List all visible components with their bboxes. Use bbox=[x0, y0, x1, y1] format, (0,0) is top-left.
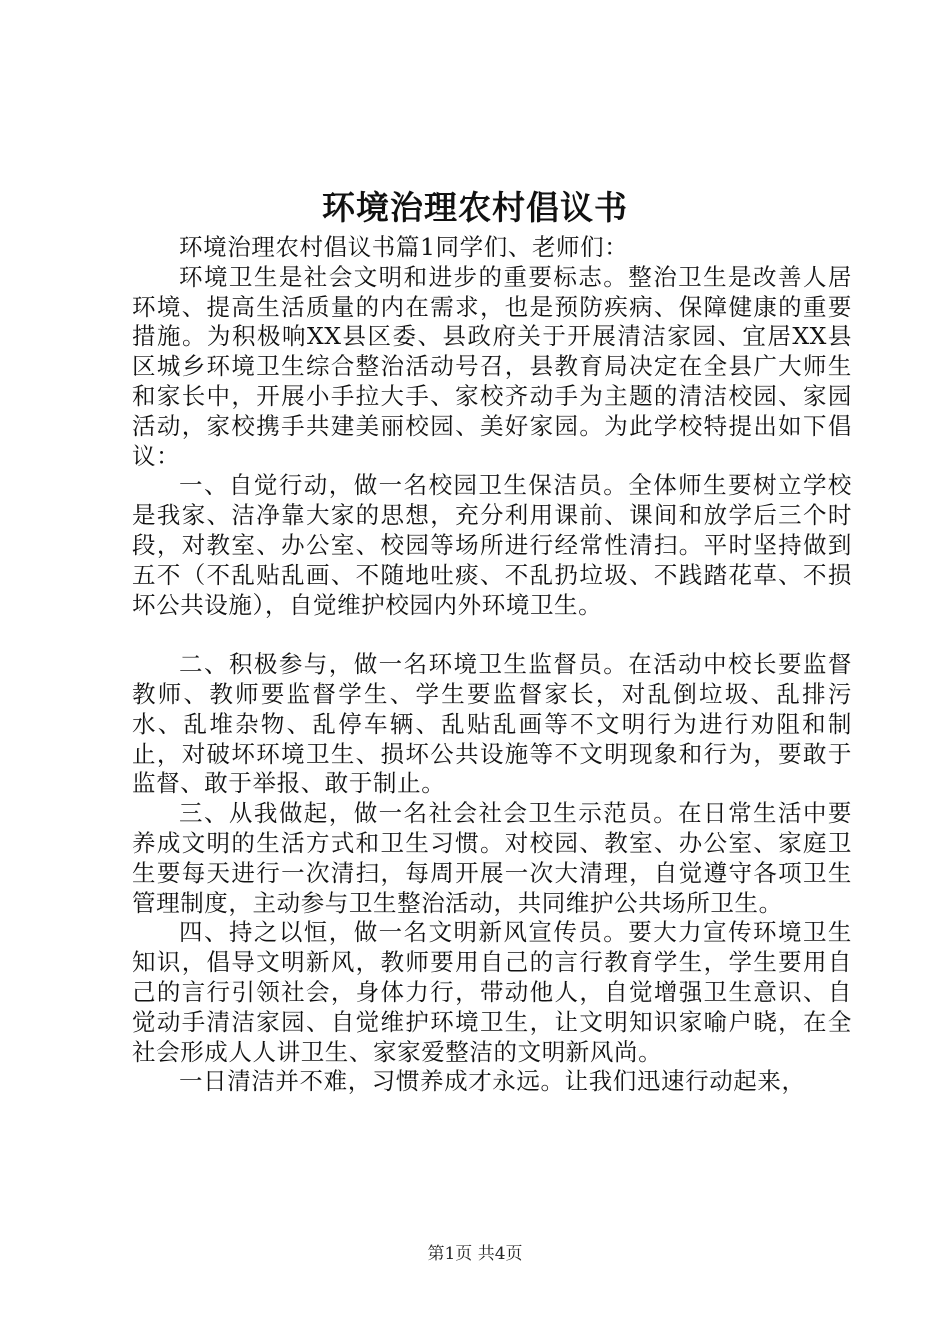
paragraph-proposal-2: 二、积极参与，做一名环境卫生监督员。在活动中校长要监督教师、教师要监督学生、学生要监督家长，对乱倒垃圾、乱排污水、乱堆杂物、乱停车辆、乱贴乱画等不文明行为进行劝阻和制止，对破坏环境卫生、损坏公共设施等不文明现象和行为，要敢于监督、敢于举报、敢于制止。 bbox=[132, 650, 852, 798]
document-title: 环境治理农村倡议书 bbox=[322, 188, 628, 227]
paragraph-intro: 环境卫生是社会文明和进步的重要标志。整治卫生是改善人居环境、提高生活质量的内在需求，也是预防疾病、保障健康的重要措施。为积极响XX县区委、县政府关于开展清洁家园、宜居XX县区城乡环境卫生综合整治活动号召，县教育局决定在全县广大师生和家长中，开展小手拉大手、家校齐动手为主题的清洁校园、家园活动，家校携手共建美丽校园、美好家园。为此学校特提出如下倡议： bbox=[132, 262, 852, 470]
paragraph-greeting: 环境治理农村倡议书篇1同学们、老师们： bbox=[179, 233, 629, 261]
document-body bbox=[132, 233, 852, 1097]
page-number-footer: 第1页 共4页 bbox=[427, 1244, 523, 1264]
paragraph-proposal-1: 一、自觉行动，做一名校园卫生保洁员。全体师生要树立学校是我家、洁净靠大家的思想，充分利用课前、课间和放学后三个时段，对教室、办公室、校园等场所进行经常性清扫。平时坚持做到五不（不乱贴乱画、不随地吐痰、不乱扔垃圾、不践踏花草、不损坏公共设施），自觉维护校园内外环境卫生。 bbox=[132, 471, 852, 619]
paragraph-closing: 一日清洁并不难，习惯养成才永远。让我们迅速行动起来， bbox=[179, 1067, 806, 1096]
paragraph-proposal-4: 四、持之以恒，做一名文明新风宣传员。要大力宣传环境卫生知识，倡导文明新风，教师要用自己的言行教育学生，学生要用自己的言行引领社会，身体力行，带动他人，自觉增强卫生意识、自觉动手清洁家园、自觉维护环境卫生，让文明知识家喻户晓，在全社会形成人人讲卫生、家家爱整洁的文明新风尚。 bbox=[132, 918, 852, 1066]
paragraph-proposal-3: 三、从我做起，做一名社会社会卫生示范员。在日常生活中要养成文明的生活方式和卫生习惯。对校园、教室、办公室、家庭卫生要每天进行一次清扫，每周开展一次大清理，自觉遵守各项卫生管理制度，主动参与卫生整治活动，共同维护公共场所卫生。 bbox=[132, 799, 852, 917]
